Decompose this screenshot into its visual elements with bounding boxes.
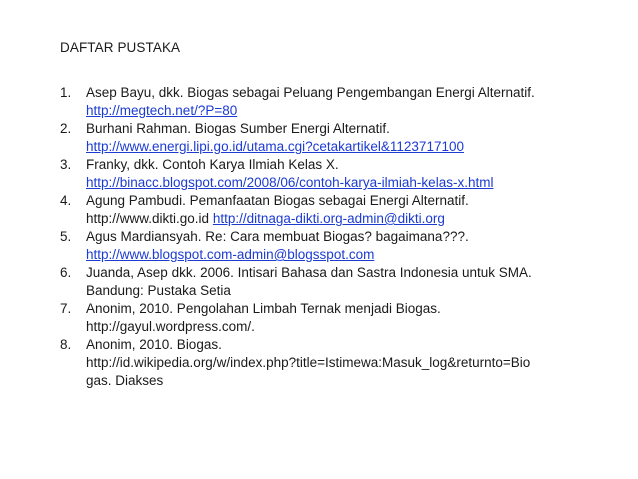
reference-item xyxy=(60,84,600,120)
reference-text: Asep Bayu, dkk. Biogas sebagai Peluang Pengembangan Energi Alternatif. xyxy=(86,85,535,100)
reference-number: 4. xyxy=(60,193,72,208)
reference-link[interactable]: http://www.blogspot.com-admin@blogsspot.com xyxy=(86,247,375,262)
reference-item xyxy=(60,336,600,390)
reference-text: Juanda, Asep dkk. 2006. Intisari Bahasa dan Sastra Indonesia untuk SMA. xyxy=(86,265,532,280)
reference-number: 5. xyxy=(60,229,72,244)
reference-number: 1. xyxy=(60,85,72,100)
reference-text-continued: Bandung: Pustaka Setia xyxy=(86,283,231,298)
reference-list xyxy=(60,84,600,390)
reference-text: Agus Mardiansyah. Re: Cara membuat Biogas? bagaimana???. xyxy=(86,229,469,244)
reference-text: Anonim, 2010. Pengolahan Limbah Ternak menjadi Biogas. xyxy=(86,301,441,316)
reference-number: 2. xyxy=(60,121,72,136)
reference-item xyxy=(60,120,600,156)
reference-item xyxy=(60,264,600,300)
reference-number: 6. xyxy=(60,265,72,280)
reference-item xyxy=(60,228,600,264)
page-title: DAFTAR PUSTAKA xyxy=(60,40,181,55)
reference-item xyxy=(60,300,600,336)
reference-number: 3. xyxy=(60,157,72,172)
reference-link[interactable]: http://megtech.net/?P=80 xyxy=(86,103,238,118)
reference-text-continued: http://gayul.wordpress.com/. xyxy=(86,319,255,334)
reference-text: Anonim, 2010. Biogas. xyxy=(86,337,222,352)
reference-text: Burhani Rahman. Biogas Sumber Energi Alternatif. xyxy=(86,121,390,136)
reference-link[interactable]: http://binacc.blogspot.com/2008/06/contoh-karya-ilmiah-kelas-x.html xyxy=(86,175,494,190)
reference-number: 7. xyxy=(60,301,72,316)
reference-item xyxy=(60,192,600,228)
reference-text: Agung Pambudi. Pemanfaatan Biogas sebagai Energi Alternatif. xyxy=(86,193,469,208)
reference-number: 8. xyxy=(60,337,72,352)
reference-link[interactable]: http://www.energi.lipi.go.id/utama.cgi?cetakartikel&1123717100 xyxy=(86,139,464,154)
reference-text: Franky, dkk. Contoh Karya Ilmiah Kelas X. xyxy=(86,157,339,172)
reference-text-continued: gas. Diakses xyxy=(86,373,164,388)
reference-item xyxy=(60,156,600,192)
reference-text-continued: http://id.wikipedia.org/w/index.php?title=Istimewa:Masuk_log&returnto=Bio xyxy=(86,355,531,370)
reference-plain-url: http://www.dikti.go.id xyxy=(86,211,210,226)
reference-link[interactable]: http://ditnaga-dikti.org-admin@dikti.org xyxy=(212,211,445,226)
